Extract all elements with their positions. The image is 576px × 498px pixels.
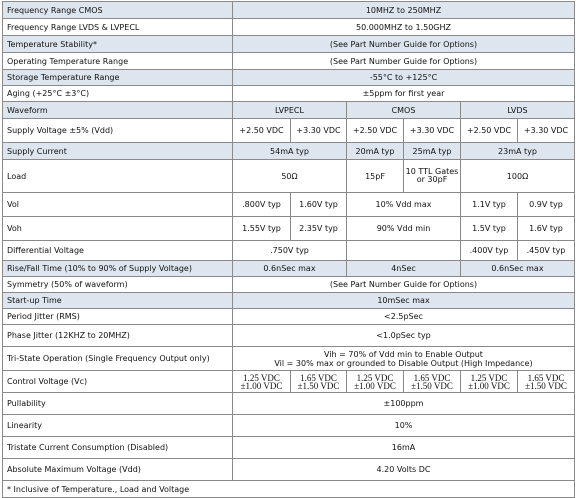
spec-cell: +2.50 VDC (233, 119, 291, 143)
spec-label: Temperature Stability* (3, 36, 233, 53)
spec-cell: 1.65 VDC ±1.50 VDC (291, 371, 347, 393)
spec-row-supply-voltage (3, 119, 575, 143)
spec-cell: 4nSec (347, 261, 461, 277)
spec-label: Period Jitter (RMS) (3, 309, 233, 325)
spec-cell: 1.6V typ (518, 217, 575, 241)
spec-cell: .400V typ (461, 241, 518, 261)
spec-cell: .800V typ (233, 193, 291, 217)
spec-cell: +2.50 VDC (461, 119, 518, 143)
spec-label: Symmetry (50% of waveform) (3, 277, 233, 293)
spec-label: Tri-State Operation (Single Frequency Output only) (3, 347, 233, 371)
spec-row-waveform (3, 102, 575, 119)
waveform-lvpecl: LVPECL (233, 102, 347, 119)
spec-row-load (3, 160, 575, 193)
spec-label: Supply Voltage ±5% (Vdd) (3, 119, 233, 143)
spec-value: (See Part Number Guide for Options) (233, 277, 575, 293)
spec-cell: 1.1V typ (461, 193, 518, 217)
spec-row-period-jitter (3, 309, 575, 325)
spec-row-phase-jitter (3, 325, 575, 347)
spec-label: Linearity (3, 415, 233, 437)
spec-cell: +3.30 VDC (291, 119, 347, 143)
spec-value (233, 347, 575, 371)
spec-value: (See Part Number Guide for Options) (233, 36, 575, 53)
spec-row-pullability (3, 393, 575, 415)
spec-cell: 50Ω (233, 160, 347, 193)
spec-row-voh (3, 217, 575, 241)
spec-cell: 1.25 VDC ±1.00 VDC (347, 371, 404, 393)
spec-cell: 90% Vdd min (347, 217, 461, 241)
spec-cell: 1.65 VDC ±1.50 VDC (518, 371, 575, 393)
spec-cell: 10% Vdd max (347, 193, 461, 217)
spec-cell (347, 241, 461, 261)
spec-row-storage-temperature (3, 70, 575, 86)
spec-row-frequency-range-cmos (3, 2, 575, 19)
spec-label: Operating Temperature Range (3, 53, 233, 70)
spec-label: Waveform (3, 102, 233, 119)
spec-cell: 1.65 VDC ±1.50 VDC (404, 371, 461, 393)
spec-value: (See Part Number Guide for Options) (233, 53, 575, 70)
spec-label: Storage Temperature Range (3, 70, 233, 86)
spec-value: <1.0pSec typ (233, 325, 575, 347)
spec-cell: 23mA typ (461, 143, 575, 160)
spec-cell: 20mA typ (347, 143, 404, 160)
spec-value: 50.000MHZ to 1.50GHZ (233, 19, 575, 36)
spec-row-absolute-max-voltage (3, 459, 575, 481)
spec-value: 10MHZ to 250MHZ (233, 2, 575, 19)
spec-cell: .450V typ (518, 241, 575, 261)
spec-cell: +2.50 VDC (347, 119, 404, 143)
tri-state-enable-text: Vih = 70% of Vdd min to Enable Output (324, 349, 483, 359)
spec-label: Rise/Fall Time (10% to 90% of Supply Voltage) (3, 261, 233, 277)
spec-label: Frequency Range LVDS & LVPECL (3, 19, 233, 36)
spec-row-differential-voltage (3, 241, 575, 261)
spec-cell: 0.9V typ (518, 193, 575, 217)
spec-value: 10% (233, 415, 575, 437)
waveform-lvds: LVDS (461, 102, 575, 119)
spec-value: ±100ppm (233, 393, 575, 415)
spec-label: Load (3, 160, 233, 193)
spec-label: Aging (+25°C ±3°C) (3, 86, 233, 102)
spec-row-rise-fall-time (3, 261, 575, 277)
footnote-row (3, 481, 575, 498)
spec-row-temperature-stability (3, 36, 575, 53)
spec-row-symmetry (3, 277, 575, 293)
specifications-table (2, 1, 575, 498)
spec-row-aging (3, 86, 575, 102)
spec-row-operating-temperature (3, 53, 575, 70)
spec-cell: 25mA typ (404, 143, 461, 160)
spec-cell: +3.30 VDC (404, 119, 461, 143)
spec-label: Absolute Maximum Voltage (Vdd) (3, 459, 233, 481)
spec-label: Start-up Time (3, 293, 233, 309)
spec-cell: .750V typ (233, 241, 347, 261)
spec-label: Voh (3, 217, 233, 241)
spec-cell: 100Ω (461, 160, 575, 193)
spec-value: <2.5pSec (233, 309, 575, 325)
spec-cell: 1.25 VDC ±1.00 VDC (233, 371, 291, 393)
tri-state-disable-text: Vil = 30% max or grounded to Disable Output (High Impedance) (274, 358, 533, 368)
spec-cell: 1.25 VDC ±1.00 VDC (461, 371, 518, 393)
spec-row-startup-time (3, 293, 575, 309)
spec-value: 4.20 Volts DC (233, 459, 575, 481)
spec-label: Tristate Current Consumption (Disabled) (3, 437, 233, 459)
spec-cell: 10 TTL Gates or 30pF (404, 160, 461, 193)
spec-row-vol (3, 193, 575, 217)
spec-label: Control Voltage (Vc) (3, 371, 233, 393)
spec-label: Differential Voltage (3, 241, 233, 261)
spec-cell: 54mA typ (233, 143, 347, 160)
spec-cell: 2.35V typ (291, 217, 347, 241)
spec-row-tristate-current (3, 437, 575, 459)
spec-row-tri-state-operation (3, 347, 575, 371)
footnote: * Inclusive of Temperature., Load and Voltage (3, 481, 575, 498)
spec-cell: 1.60V typ (291, 193, 347, 217)
spec-cell: 1.5V typ (461, 217, 518, 241)
spec-value: ±5ppm for first year (233, 86, 575, 102)
waveform-cmos: CMOS (347, 102, 461, 119)
spec-value: 16mA (233, 437, 575, 459)
spec-label: Phase Jitter (12KHZ to 20MHZ) (3, 325, 233, 347)
spec-cell: 1.55V typ (233, 217, 291, 241)
spec-cell: 15pF (347, 160, 404, 193)
spec-label: Pullability (3, 393, 233, 415)
spec-row-supply-current (3, 143, 575, 160)
spec-label: Frequency Range CMOS (3, 2, 233, 19)
spec-cell: 0.6nSec max (233, 261, 347, 277)
spec-row-control-voltage (3, 371, 575, 393)
spec-label: Vol (3, 193, 233, 217)
spec-row-linearity (3, 415, 575, 437)
spec-value: -55°C to +125°C (233, 70, 575, 86)
spec-value: 10mSec max (233, 293, 575, 309)
spec-cell: 0.6nSec max (461, 261, 575, 277)
spec-label: Supply Current (3, 143, 233, 160)
spec-row-frequency-range-lvds-lvpecl (3, 19, 575, 36)
spec-cell: +3.30 VDC (518, 119, 575, 143)
